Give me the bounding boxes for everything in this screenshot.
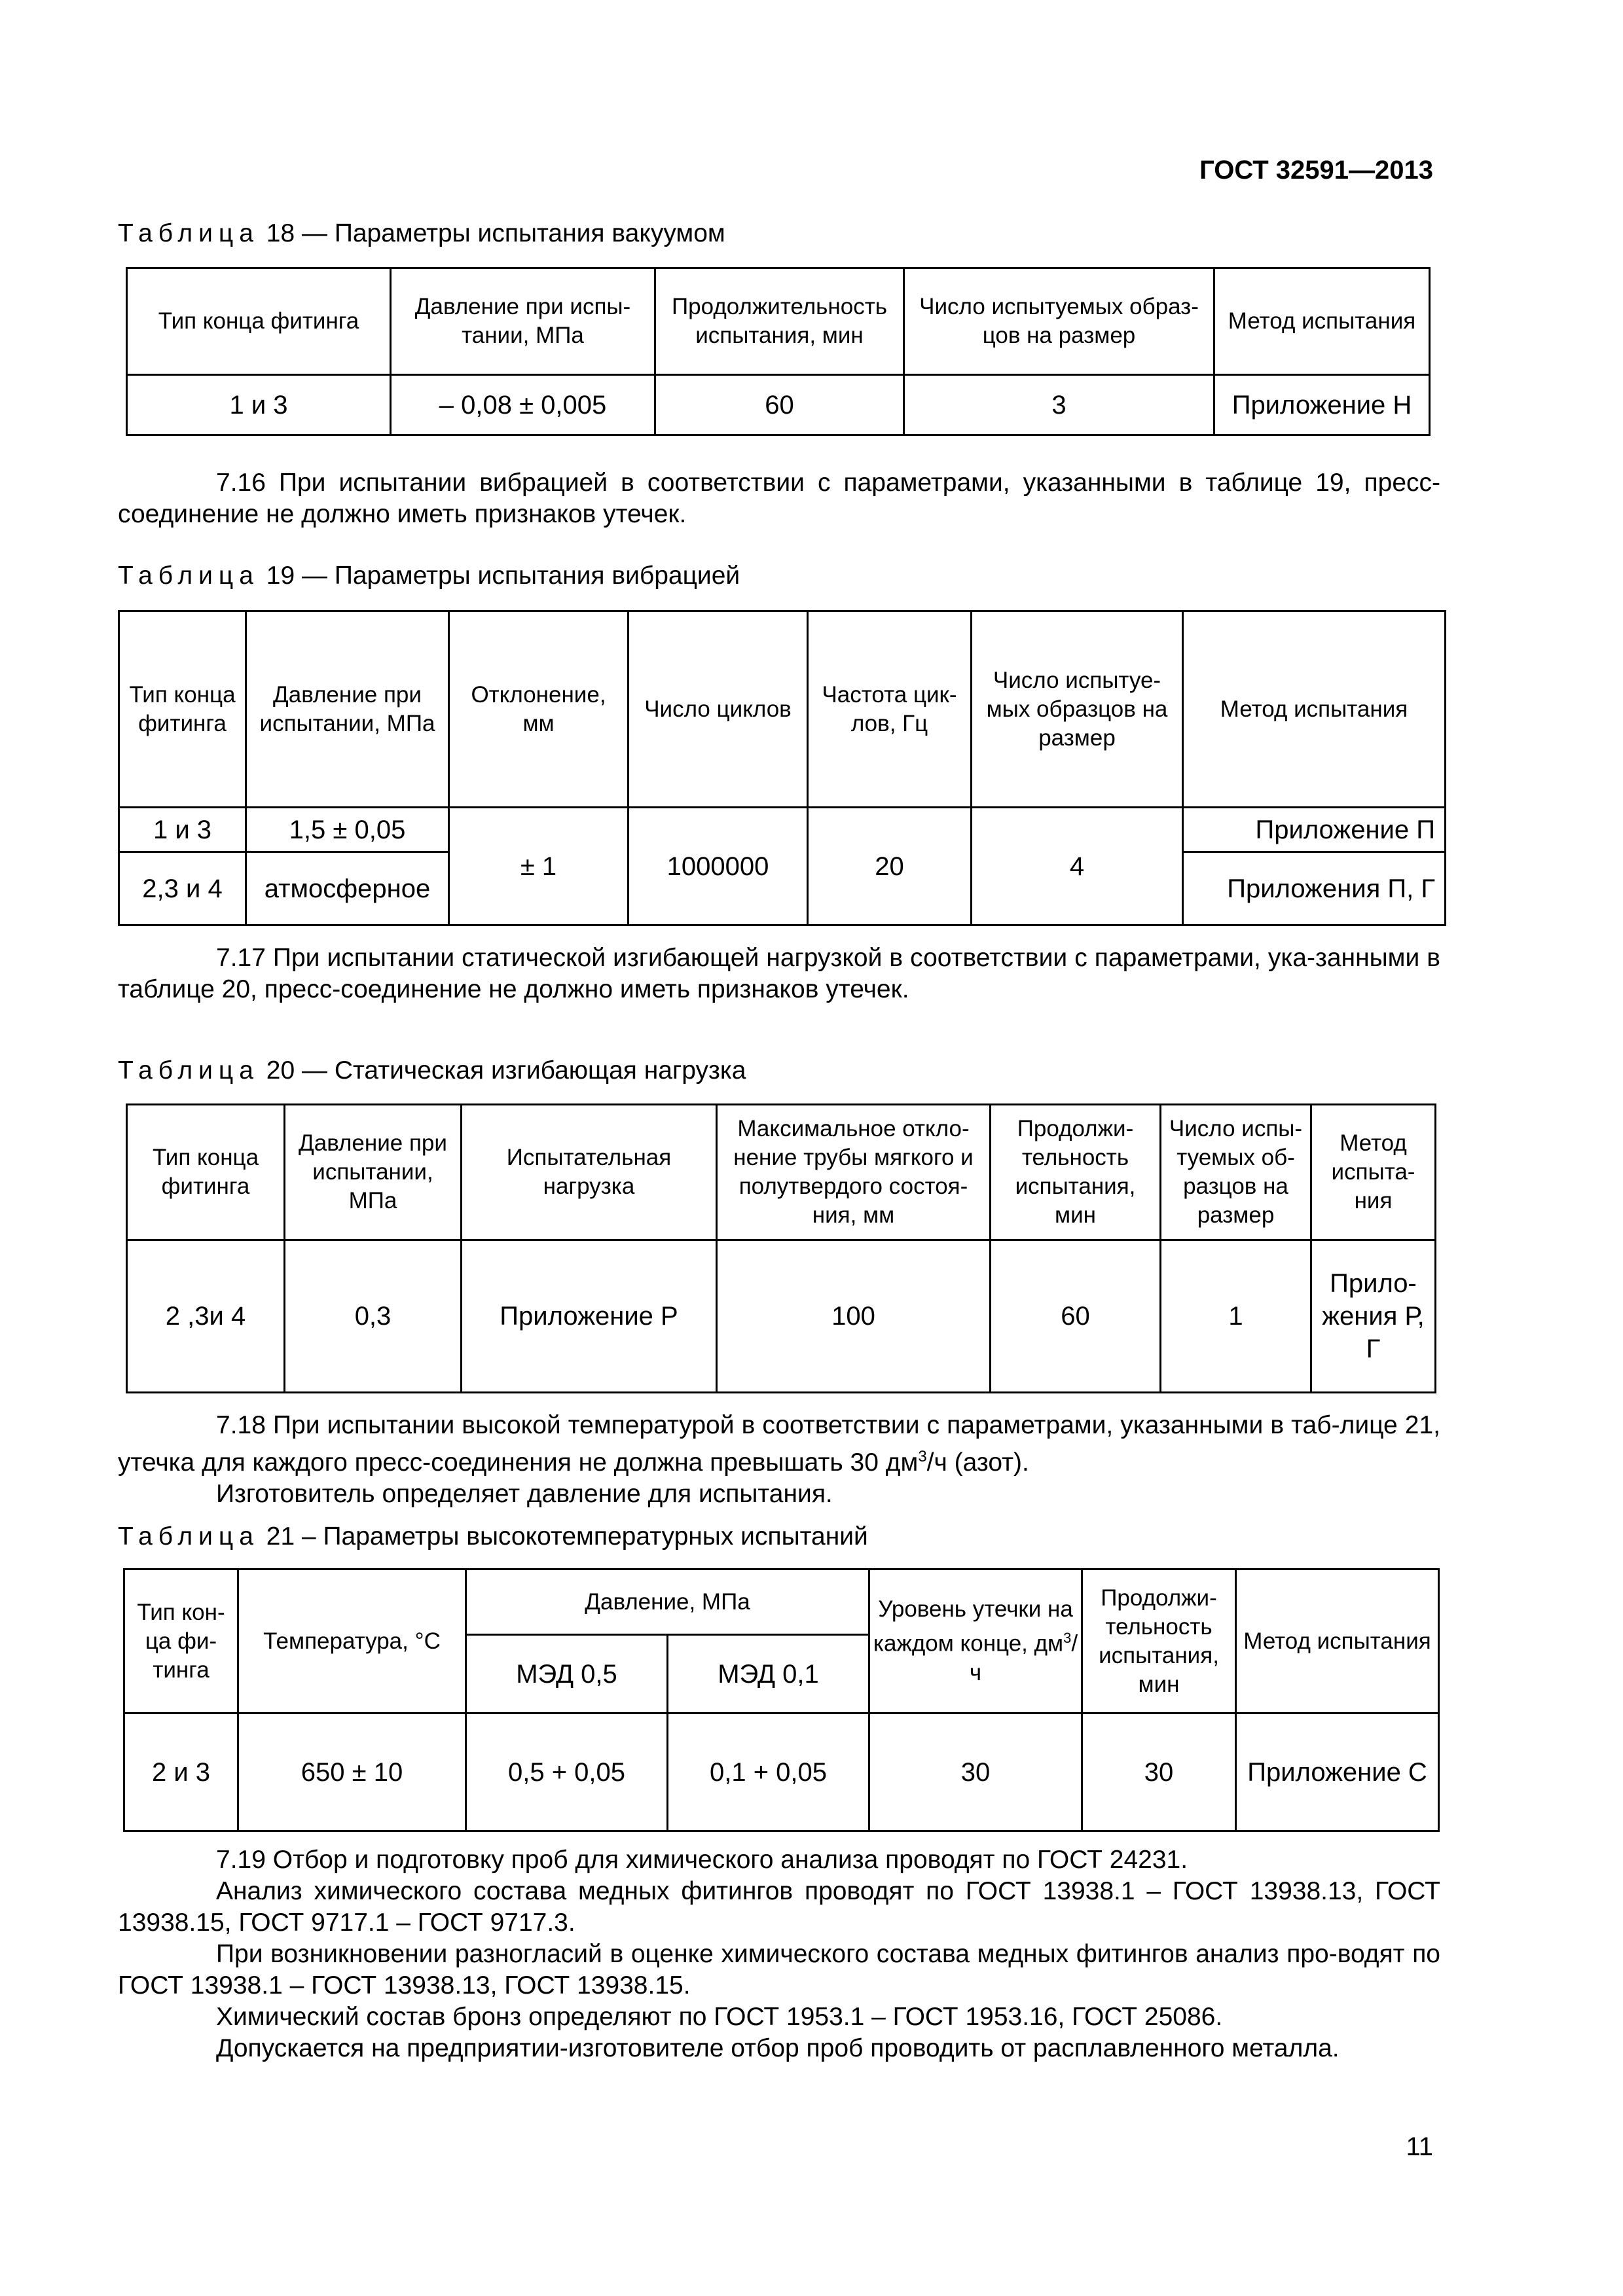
t20-cell-duration: 60 (991, 1240, 1161, 1393)
t20-header-duration: Продолжи-тельность испытания, мин (991, 1105, 1161, 1240)
superscript-3: 3 (918, 1448, 927, 1465)
t19-header-type: Тип конца фитинга (119, 611, 246, 808)
t20-cell-samples: 1 (1161, 1240, 1311, 1393)
t21-cell-method: Приложение С (1236, 1713, 1439, 1831)
table-21-caption (118, 1522, 868, 1551)
t19-cell-cycles: 1000000 (629, 808, 808, 925)
t18-cell-pressure: – 0,08 ± 0,005 (391, 375, 655, 435)
table-word: Таблица (118, 562, 259, 590)
t21-cell-med-01: 0,1 + 0,05 (668, 1713, 869, 1831)
t20-header-pressure: Давление при испытании, МПа (285, 1105, 462, 1240)
t19-cell-deviation: ± 1 (449, 808, 629, 925)
t21-header-pressure: Давление, МПа (466, 1570, 869, 1635)
t18-header-pressure: Давление при испы-тании, МПа (391, 268, 655, 375)
t19-cell-pressure-2: атмосферное (246, 852, 449, 925)
paragraph-7-18 (118, 1410, 1440, 1510)
paragraph-7-18-part-b: /ч (азот). (926, 1448, 1029, 1477)
t19-header-pressure: Давление при испытании, МПа (246, 611, 449, 808)
table-18-title: 18 — Параметры испытания вакуумом (266, 219, 725, 247)
table-21 (123, 1568, 1440, 1832)
table-19-title: 19 — Параметры испытания вибрацией (266, 562, 740, 590)
t18-header-duration: Продолжительность испытания, мин (655, 268, 904, 375)
t20-cell-type: 2 ,3и 4 (127, 1240, 285, 1393)
table-20-caption (118, 1056, 746, 1085)
t19-cell-pressure-1: 1,5 ± 0,05 (246, 808, 449, 852)
paragraph-7-18-text (118, 1410, 1440, 1479)
t21-header-method: Метод испытания (1236, 1570, 1439, 1713)
t18-cell-duration: 60 (655, 375, 904, 435)
t21-header-duration: Продолжи-тельность испытания, мин (1082, 1570, 1236, 1713)
table-word: Таблица (118, 219, 259, 247)
t19-header-deviation: Отклонение, мм (449, 611, 629, 808)
page-number: 11 (1406, 2132, 1433, 2161)
table-word: Таблица (118, 1522, 259, 1551)
t19-cell-samples: 4 (972, 808, 1183, 925)
t19-header-cycles: Число циклов (629, 611, 808, 808)
t19-header-method: Метод испытания (1183, 611, 1446, 808)
t21-cell-duration: 30 (1082, 1713, 1236, 1831)
t20-header-samples: Число испы-туемых об-разцов на размер (1161, 1105, 1311, 1240)
paragraph-7-18-part-a: 7.18 При испытании высокой температурой в соответствии с параметрами, указанными в таб-лице 21, утечка для каждого пресс-соединения не должна превышать 30 дм (118, 1411, 1440, 1477)
table-20-title: 20 — Статическая изгибающая нагрузка (266, 1056, 746, 1085)
t19-cell-type-1: 1 и 3 (119, 808, 246, 852)
t18-cell-type: 1 и 3 (127, 375, 391, 435)
paragraph-7-18-manufacturer: Изготовитель определяет давление для испытания. (216, 1480, 833, 1508)
document-code: ГОСТ 32591—2013 (1199, 156, 1433, 185)
t21-cell-temperature: 650 ± 10 (238, 1713, 466, 1831)
paragraph-7-16-text: 7.16 При испытании вибрацией в соответствии с параметрами, указанными в таблице 19, пресс-соединение не должно иметь признаков утечек. (118, 469, 1440, 528)
t21-leak-unit: /ч (969, 1630, 1078, 1685)
t18-header-type: Тип конца фитинга (127, 268, 391, 375)
t21-leak-label: Уровень утечки на каждом конце, дм (873, 1596, 1073, 1657)
t19-cell-method-1: Приложение П (1183, 808, 1446, 852)
paragraph-7-17 (118, 942, 1440, 1005)
table-word: Таблица (118, 1056, 259, 1085)
paragraph-7-17-text: 7.17 При испытании статической изгибающей нагрузкой в соответствии с параметрами, ука-занными в таблице 20, пресс-соединение не должно иметь признаков утечек. (118, 944, 1440, 1003)
t20-header-load: Испытательная нагрузка (462, 1105, 717, 1240)
t20-header-type: Тип конца фитинга (127, 1105, 285, 1240)
t20-cell-pressure: 0,3 (285, 1240, 462, 1393)
paragraph-7-16 (118, 467, 1440, 530)
t18-header-method: Метод испытания (1214, 268, 1430, 375)
t19-header-samples: Число испытуе-мых образцов на размер (972, 611, 1183, 808)
table-20 (126, 1103, 1436, 1393)
table-18 (126, 267, 1431, 436)
t21-cell-med-05: 0,5 + 0,05 (466, 1713, 668, 1831)
t18-cell-method: Приложение Н (1214, 375, 1430, 435)
t21-header-type: Тип кон-ца фи-тинга (124, 1570, 238, 1713)
paragraph-7-19-line-1: 7.19 Отбор и подготовку проб для химического анализа проводят по ГОСТ 24231. (216, 1846, 1188, 1874)
t21-cell-leak: 30 (869, 1713, 1082, 1831)
t18-header-samples: Число испытуемых образ-цов на размер (904, 268, 1214, 375)
t20-cell-load: Приложение Р (462, 1240, 717, 1393)
t20-header-deflection: Максимальное откло-нение трубы мягкого и полутвердого состоя-ния, мм (717, 1105, 991, 1240)
t21-header-temperature: Температура, °С (238, 1570, 466, 1713)
t20-header-method: Метод испыта-ния (1311, 1105, 1436, 1240)
paragraph-7-19 (118, 1844, 1440, 2064)
t19-header-frequency: Частота цик-лов, Гц (808, 611, 972, 808)
table-19 (118, 610, 1446, 926)
table-19-caption (118, 562, 740, 590)
table-21-title: 21 – Параметры высокотемпературных испытаний (266, 1522, 868, 1551)
t21-header-med-01: МЭД 0,1 (668, 1635, 869, 1713)
t18-cell-samples: 3 (904, 375, 1214, 435)
t19-cell-type-2: 2,3 и 4 (119, 852, 246, 925)
paragraph-7-19-line-5: Допускается на предприятии-изготовителе отбор проб проводить от расплавленного металла. (216, 2034, 1340, 2062)
paragraph-7-19-line-3: При возникновении разногласий в оценке химического состава медных фитингов анализ про-водят по ГОСТ 13938.1 – ГОСТ 13938.13, ГОСТ 13938.15. (118, 1940, 1440, 2000)
t19-cell-frequency: 20 (808, 808, 972, 925)
t19-cell-method-2: Приложения П, Г (1183, 852, 1446, 925)
paragraph-7-19-line-4: Химический состав бронз определяют по ГОСТ 1953.1 – ГОСТ 1953.16, ГОСТ 25086. (216, 2003, 1223, 2031)
paragraph-7-19-line-2: Анализ химического состава медных фитингов проводят по ГОСТ 13938.1 – ГОСТ 13938.13, ГОСТ 13938.15, ГОСТ 9717.1 – ГОСТ 9717.3. (118, 1877, 1440, 1937)
t21-cell-type: 2 и 3 (124, 1713, 238, 1831)
table-18-caption (118, 219, 725, 248)
t20-cell-method: Прило-жения Р, Г (1311, 1240, 1436, 1393)
t21-header-med-05: МЭД 0,5 (466, 1635, 668, 1713)
t21-leak-sup: 3 (1063, 1630, 1072, 1647)
t21-header-leak (869, 1570, 1082, 1713)
t20-cell-deflection: 100 (717, 1240, 991, 1393)
